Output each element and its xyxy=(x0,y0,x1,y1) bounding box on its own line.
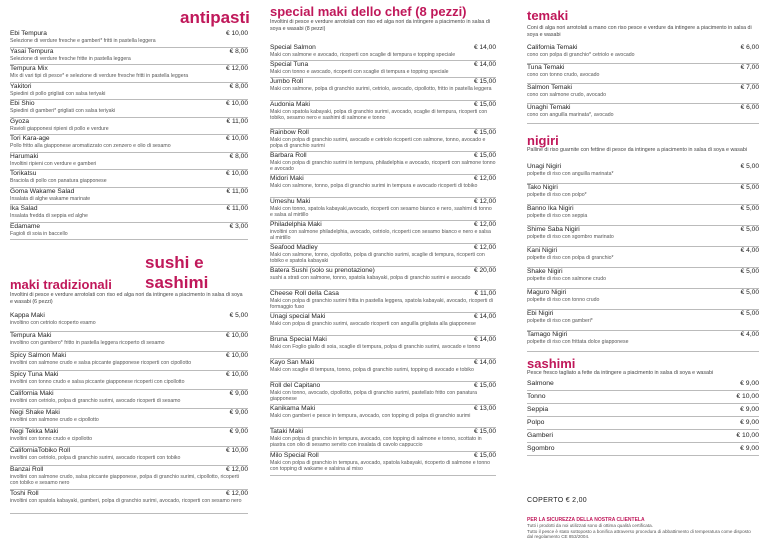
safety-line-2: Tutto il pesce è stato sottoposto a bonifica attraverso procedura di abbattimento di temperatura come disposto dal regolamento CE 853/2004. xyxy=(527,528,751,540)
item-price: € 15,00 xyxy=(474,152,496,159)
item-price: € 4,00 xyxy=(740,247,759,254)
item-price: € 9,00 xyxy=(740,419,759,426)
item-name: Harumaki xyxy=(10,152,39,160)
maki-desc: Involtini di pesce e verdure arrotolati con riso ed alga nori da intingere a piacimento in salsa di soya e wasabi (6 pezzi) xyxy=(10,292,243,305)
item-name: Shake Nigiri xyxy=(527,268,563,275)
temaki-desc: Coni di alga nori arrotolati a mano con riso pesce e verdure da intingere a piacimento in salsa di soya e wasabi xyxy=(527,25,752,38)
item-price: € 14,00 xyxy=(474,336,496,343)
menu-item xyxy=(270,101,496,129)
item-price: € 10,00 xyxy=(736,432,759,439)
item-description: cono con polpa di granchio* cetriolo e avocado xyxy=(527,52,635,58)
item-name: Spicy Tuna Maki xyxy=(10,371,59,378)
menu-item xyxy=(10,100,248,118)
sashimi-item xyxy=(527,417,759,430)
menu-item xyxy=(10,466,248,490)
item-description: Pollo fritto alla giapponese aromatizzato con zenzero e olio di sesamo xyxy=(10,143,171,149)
item-price: € 10,00 xyxy=(226,371,248,378)
item-name: Umeshu Maki xyxy=(270,198,311,205)
menu-item xyxy=(10,490,248,514)
item-name: Tuna Temaki xyxy=(527,64,565,71)
item-price: € 15,00 xyxy=(474,382,496,389)
menu-item xyxy=(270,175,496,198)
item-name: Barbara Roll xyxy=(270,152,307,159)
menu-item xyxy=(10,312,248,332)
antipasti-title: antipasti xyxy=(180,8,250,27)
nigiri-desc: Palline di riso guarnite con fettine di pesce da intingere a piacimento in salsa di soya e wasabi xyxy=(527,147,747,153)
item-price: € 5,00 xyxy=(740,163,759,170)
menu-item xyxy=(10,30,248,48)
item-description: cono con tonno crudo, avocado xyxy=(527,72,600,78)
menu-item xyxy=(270,382,496,405)
item-name: Special Salmon xyxy=(270,44,316,51)
item-description: Spiedini di gamberi* grigliati con salsa teriyaki xyxy=(10,108,116,114)
item-description: involtini con salmone crudo e salsa piccante giapponese ricoperti con cipollotto xyxy=(10,360,192,366)
item-description: Maki con tonno, avocado, cipollotto, polpa di granchio surimi, pastellato fritto con panatura giapponese xyxy=(270,390,478,403)
item-description: Involtini ripieni con verdure e gamberi xyxy=(10,160,97,167)
item-name: Ebi Tempura xyxy=(10,30,47,37)
menu-item xyxy=(10,83,248,101)
item-name: Unagi Nigiri xyxy=(527,163,562,170)
item-name: Tamago Nigiri xyxy=(527,331,568,338)
item-price: € 20,00 xyxy=(474,267,496,274)
menu-item xyxy=(10,135,248,153)
item-description: polpette di riso con tonno crudo xyxy=(527,297,600,303)
item-price: € 15,00 xyxy=(474,428,496,435)
item-description: polpette di riso con sgombro marinato xyxy=(527,234,614,240)
item-description: Maki con tonno e avocado, ricoperti con scaglie di tempura e topping speciale xyxy=(270,69,449,75)
item-name: California Maki xyxy=(10,390,54,397)
item-description: Maki con polpa di granchio surimi, avocado e cetriolo ricoperti con salmone, tonno, avocado e polpa di granchio surimi xyxy=(270,137,486,150)
item-price: € 8,00 xyxy=(229,152,248,160)
item-description: Selezione di verdure fresche e gamberi* fritti in pastella leggera xyxy=(10,38,156,44)
item-description: polpette di riso con seppia xyxy=(527,213,588,219)
item-price: € 6,00 xyxy=(740,44,759,51)
item-price: € 10,00 xyxy=(226,447,248,454)
item-description: Insalata fredda di seppia ed alghe xyxy=(10,213,88,219)
item-description: involtino con cetriolo ricoperto esamo xyxy=(10,320,96,326)
item-description: Braciola di pollo con panatura giapponese xyxy=(10,178,107,184)
item-name: Goma Wakame Salad xyxy=(10,187,75,195)
safety-line-1: Tutti i prodotti da noi utilizzati sono di ottima qualità certificata. xyxy=(527,523,653,528)
menu-item xyxy=(10,153,248,171)
item-description: involtini con tonno crudo e cipollotto xyxy=(10,436,93,442)
menu-item xyxy=(10,352,248,371)
item-name: Negi Shake Maki xyxy=(10,409,60,416)
item-name: Negi Tekka Maki xyxy=(10,428,59,435)
menu-item xyxy=(10,409,248,428)
item-name: Tako Nigiri xyxy=(527,184,558,191)
menu-item xyxy=(270,359,496,382)
item-name: Ebi Nigiri xyxy=(527,310,554,317)
item-name: Shime Saba Nigiri xyxy=(527,226,580,233)
item-name: Tempura Mix xyxy=(10,65,48,72)
item-description: polpette di riso con salmone crudo xyxy=(527,276,607,282)
item-price: € 15,00 xyxy=(474,129,496,136)
item-description: Maki con gamberi e pesce in tempura, avocado, con topping di polpa di granchio surimi xyxy=(270,413,471,419)
sashimi-item xyxy=(527,443,759,456)
menu-item xyxy=(270,405,496,428)
item-description: involtini con cetriolo, polpa di granchio surimi, avocado ricoperti con tobiko xyxy=(10,455,181,461)
item-price: € 12,00 xyxy=(474,221,496,228)
sashimi-item xyxy=(527,404,759,417)
item-price: € 15,00 xyxy=(474,452,496,459)
item-price: € 5,00 xyxy=(740,268,759,275)
item-description: Maki con salmone, tonno, cipollotto, polpa di granchio surimi, scaglie di tempura, ricoperti con tobiko e spatola kabayaki xyxy=(270,252,485,265)
item-name: Kani Nigiri xyxy=(527,247,558,254)
item-price: € 12,00 xyxy=(474,198,496,205)
menu-item xyxy=(527,64,759,84)
menu-item xyxy=(10,188,248,206)
item-name: Unaghi Temaki xyxy=(527,104,571,111)
menu-item xyxy=(270,336,496,359)
maki-list xyxy=(10,312,248,514)
item-description: Selezione di verdure fresche fritte in pastella leggera xyxy=(10,55,131,62)
coperto-price: COPERTO € 2,00 xyxy=(527,497,587,504)
item-name: California Temaki xyxy=(527,44,578,51)
item-description: Fagioli di soia in baccello xyxy=(10,230,68,237)
item-price: € 15,00 xyxy=(474,101,496,108)
item-description: cono con anguilla marinata*, avocado xyxy=(527,112,614,118)
item-description: involtini con tonno crudo e salsa piccante giapponese ricoperti con cipollotto xyxy=(10,379,185,385)
item-name: Tempura Maki xyxy=(10,332,52,339)
menu-item xyxy=(270,152,496,175)
menu-item xyxy=(527,247,759,268)
menu-item xyxy=(270,428,496,452)
item-name: Yakitori xyxy=(10,82,32,90)
menu-item xyxy=(270,44,496,61)
menu-item xyxy=(527,44,759,64)
item-description: Maki con polpa di granchio surimi fritta in pastella leggera, spatola kabayaki, avocado, ricoperti di formaggio fuso xyxy=(270,298,493,311)
item-description: Ravioli giapponesi ripieni di pollo e verdure xyxy=(10,125,109,132)
item-name: Bruna Special Maki xyxy=(270,336,327,343)
item-name: Kanikama Maki xyxy=(270,405,316,412)
item-description: Maki con polpa di granchio in tempura, avocado, spatola kabayaki, ricoperto di salmone e tonno con topping di wakame e salsina al miso xyxy=(270,460,491,473)
menu-item xyxy=(10,205,248,223)
item-name: Kappa Maki xyxy=(10,312,45,319)
menu-item xyxy=(527,163,759,184)
item-price: € 10,00 xyxy=(226,30,248,37)
item-description: polpette di riso con polpa di granchio* xyxy=(527,255,614,261)
item-description: Insalata di alghe wakame marinate xyxy=(10,195,91,202)
item-name: Audonia Maki xyxy=(270,101,310,108)
item-price: € 11,00 xyxy=(226,117,248,125)
item-price: € 11,00 xyxy=(474,290,496,297)
item-name: Philadelphia Maki xyxy=(270,221,322,228)
item-price: € 10,00 xyxy=(226,332,248,339)
item-price: € 6,00 xyxy=(740,104,759,111)
item-name: Spicy Salmon Maki xyxy=(10,352,67,359)
sashimi-item xyxy=(527,430,759,443)
item-description: Maki con salmone, tonno, polpa di granchio surimi in tempura e avocado ricoperti di tobiko xyxy=(270,183,478,189)
item-price: € 11,00 xyxy=(226,205,248,212)
menu-item xyxy=(10,428,248,447)
item-price: € 10,00 xyxy=(226,170,248,177)
item-description: Maki con scaglie di tempura, tonno, polpa di granchio surimi, topping di avocado e tobiko xyxy=(270,367,474,373)
maki-title: maki tradizionali xyxy=(10,277,112,292)
item-description: cono con salmone crudo, avocado xyxy=(527,92,607,98)
item-description: Maki con polpa di granchio surimi in tempura, philadelphia e avocado, ricoperti con salmone tonno e avocado xyxy=(270,160,496,173)
menu-item xyxy=(527,84,759,104)
item-price: € 7,00 xyxy=(740,84,759,91)
item-name: Maguro Nigiri xyxy=(527,289,567,296)
item-description: polpette di riso con anguilla marinata* xyxy=(527,171,614,177)
special-title: special maki dello chef (8 pezzi) xyxy=(270,4,467,19)
menu-item xyxy=(527,226,759,247)
item-price: € 14,00 xyxy=(474,359,496,366)
item-price: € 5,00 xyxy=(740,226,759,233)
item-name: Kayo San Maki xyxy=(270,359,315,366)
item-price: € 5,00 xyxy=(740,205,759,212)
item-name: Sgombro xyxy=(527,445,555,452)
item-price: € 10,00 xyxy=(736,393,759,400)
menu-item xyxy=(270,452,496,476)
item-name: Rainbow Roll xyxy=(270,129,309,136)
item-description: Maki con polpa di granchio surimi, avocado ricoperti con anguilla grigliata alla giapponese xyxy=(270,321,476,327)
item-name: Salmone xyxy=(527,380,554,387)
item-description: involtini con salmone crudo e cipollotto xyxy=(10,417,99,423)
item-name: Seppia xyxy=(527,406,549,413)
item-price: € 12,00 xyxy=(474,244,496,251)
item-description: Maki con Foglio giallo di soia, scaglie di tempura, polpa di granchio surimi, avocado e tonno xyxy=(270,344,481,350)
item-name: Batera Sushi (solo su prenotazione) xyxy=(270,267,375,274)
item-price: € 9,00 xyxy=(740,380,759,387)
item-price: € 8,00 xyxy=(229,82,248,90)
item-name: Seafood Madley xyxy=(270,244,318,251)
item-name: Special Tuna xyxy=(270,61,309,68)
item-name: Gamberi xyxy=(527,432,554,439)
item-name: Jumbo Roll xyxy=(270,78,303,85)
item-name: Yasai Tempura xyxy=(10,47,54,55)
item-price: € 4,00 xyxy=(740,331,759,338)
sashimi-item xyxy=(527,378,759,391)
item-description: Mix di vari tipi di pesce* e selezione di verdure fresche fritti in pastella leggera xyxy=(10,73,189,79)
sashimi-item xyxy=(527,391,759,404)
menu-item xyxy=(527,104,759,124)
menu-item xyxy=(270,267,496,290)
item-description: involtino con gambero* fritto in pastella leggera ricoperto di sesamo xyxy=(10,340,165,346)
menu-item xyxy=(527,184,759,205)
item-price: € 10,00 xyxy=(226,135,248,142)
item-description: involtini con spatola kabayaki, gamberi, polpa di granchio surimi, avocado, ricoperti con sesamo nero xyxy=(10,498,242,504)
item-price: € 3,00 xyxy=(229,222,248,230)
item-name: Roll del Capitano xyxy=(270,382,321,389)
menu-item xyxy=(270,290,496,313)
item-description: sushi a strati con salmone, tonno, spatola kabayaki, polpa di granchio surimi e avocado xyxy=(270,275,471,281)
menu-item xyxy=(10,170,248,188)
item-price: € 5,00 xyxy=(229,312,248,319)
menu-item xyxy=(270,313,496,336)
item-description: Maki con spatola kabayaki, polpa di granchio surimi, avocado, scaglie di tempura, ricoperti con tobiko, sesamo nero e sashimi di salmone e tonno xyxy=(270,109,488,122)
menu-item xyxy=(10,390,248,409)
item-description: polpette di riso con frittata dolce giapponese xyxy=(527,339,629,345)
item-description: Maki con tonno, spatola kabayaki,avocado, ricoperti con sesamo bianco e nero, sashimi di tonno e salsa al mirtillo xyxy=(270,206,492,219)
sushi-sashimi-title: sushi e sashimi xyxy=(145,253,209,292)
item-description: Maki con polpa di granchio in tempura, avocado, con topping di salmone e tonno, scottato in piastra con olio di sesamo servito con insalata di cavolo cappuccio xyxy=(270,436,482,449)
nigiri-title: nigiri xyxy=(527,133,559,148)
item-name: Toshi Roll xyxy=(10,490,39,497)
menu-item xyxy=(10,371,248,390)
item-price: € 14,00 xyxy=(474,61,496,68)
item-price: € 5,00 xyxy=(740,289,759,296)
item-description: involtini con salmone crudo, salsa piccante giapponese, polpa di granchio surimi, cipollotto, ricoperti con tobiko e sesamo nero xyxy=(10,474,239,487)
item-name: Tataki Maki xyxy=(270,428,303,435)
menu-item xyxy=(527,310,759,331)
menu-item xyxy=(527,268,759,289)
item-price: € 11,00 xyxy=(226,187,248,195)
item-name: Salmon Temaki xyxy=(527,84,572,91)
menu-item xyxy=(270,244,496,267)
menu-item xyxy=(270,78,496,101)
item-price: € 12,00 xyxy=(226,490,248,497)
item-price: € 14,00 xyxy=(474,44,496,51)
menu-item xyxy=(10,118,248,136)
safety-title: PER LA SICUREZZA DELLA NOSTRA CLIENTELA xyxy=(527,517,645,523)
menu-item xyxy=(10,223,248,241)
temaki-list xyxy=(527,44,759,124)
item-price: € 12,00 xyxy=(474,175,496,182)
item-name: CaliforniaTobiko Roll xyxy=(10,447,71,454)
item-name: Gyoza xyxy=(10,117,30,125)
item-description: Maki con salmone, polpa di granchio surimi, cetriolo, avocado, cipollotto, fritto in pastella leggera xyxy=(270,86,492,92)
menu-item xyxy=(10,48,248,66)
item-description: Spiedini di pollo grigliati con salsa teriyaki xyxy=(10,90,106,97)
item-price: € 5,00 xyxy=(740,184,759,191)
sashimi-list xyxy=(527,378,759,456)
item-name: Edamame xyxy=(10,222,41,230)
item-price: € 8,00 xyxy=(229,47,248,55)
item-name: Milo Special Roll xyxy=(270,452,319,459)
item-description: polpette di riso con gamberi* xyxy=(527,318,593,324)
item-name: Banno Ika Nigiri xyxy=(527,205,574,212)
item-price: € 12,00 xyxy=(226,65,248,72)
item-name: Polpo xyxy=(527,419,545,426)
menu-item xyxy=(270,221,496,244)
item-description: Maki con salmone e avocado, ricoperti con scaglie di tempura e topping speciale xyxy=(270,52,456,58)
item-price: € 10,00 xyxy=(226,352,248,359)
item-name: Tori Kara-age xyxy=(10,135,50,142)
menu-item xyxy=(10,332,248,352)
special-desc: Involtini di pesce e verdure arrotolati con riso ed alga nori da intingere a piacimento in salsa di soya e wasabi (8 pezzi) xyxy=(270,19,490,32)
item-description: polpette di riso con polpo* xyxy=(527,192,587,198)
menu-item xyxy=(270,129,496,152)
antipasti-list xyxy=(10,30,248,240)
item-name: Cheese Roll della Casa xyxy=(270,290,339,297)
item-price: € 10,00 xyxy=(226,100,248,107)
item-description: involtini con salmone philadelphia, avocado, cetriolo, ricoperti con sesamo bianco e nero e salsa al mirtillo xyxy=(270,229,491,242)
item-price: € 14,00 xyxy=(474,313,496,320)
menu-item xyxy=(270,61,496,78)
item-price: € 9,00 xyxy=(229,409,248,416)
sashimi-title: sashimi xyxy=(527,356,576,371)
menu-item xyxy=(270,198,496,221)
item-name: Torikatsu xyxy=(10,170,37,177)
item-name: Banzai Roll xyxy=(10,466,44,473)
item-name: Midori Maki xyxy=(270,175,304,182)
item-name: Ebi Shio xyxy=(10,100,35,107)
item-price: € 9,00 xyxy=(229,428,248,435)
item-price: € 9,00 xyxy=(740,406,759,413)
item-price: € 9,00 xyxy=(740,445,759,452)
temaki-title: temaki xyxy=(527,8,569,23)
item-name: Ika Salad xyxy=(10,205,38,212)
item-price: € 13,00 xyxy=(474,405,496,412)
item-description: involtini con cetriolo, polpa di granchio surimi, avocado ricoperti di sesamo xyxy=(10,398,181,404)
menu-item xyxy=(527,289,759,310)
item-price: € 5,00 xyxy=(740,310,759,317)
menu-item xyxy=(527,331,759,352)
item-price: € 15,00 xyxy=(474,78,496,85)
sashimi-desc: Pesce fresco tagliato a fette da intingere a piacimento in salsa di soya e wasabi xyxy=(527,370,714,376)
menu-item xyxy=(10,65,248,83)
menu-item xyxy=(527,205,759,226)
item-name: Tonno xyxy=(527,393,546,400)
item-name: Unagi special Maki xyxy=(270,313,326,320)
item-price: € 12,00 xyxy=(226,466,248,473)
item-price: € 7,00 xyxy=(740,64,759,71)
safety-notice xyxy=(527,517,757,540)
menu-item xyxy=(10,447,248,466)
item-price: € 9,00 xyxy=(229,390,248,397)
special-list xyxy=(270,44,496,476)
nigiri-list xyxy=(527,163,759,352)
